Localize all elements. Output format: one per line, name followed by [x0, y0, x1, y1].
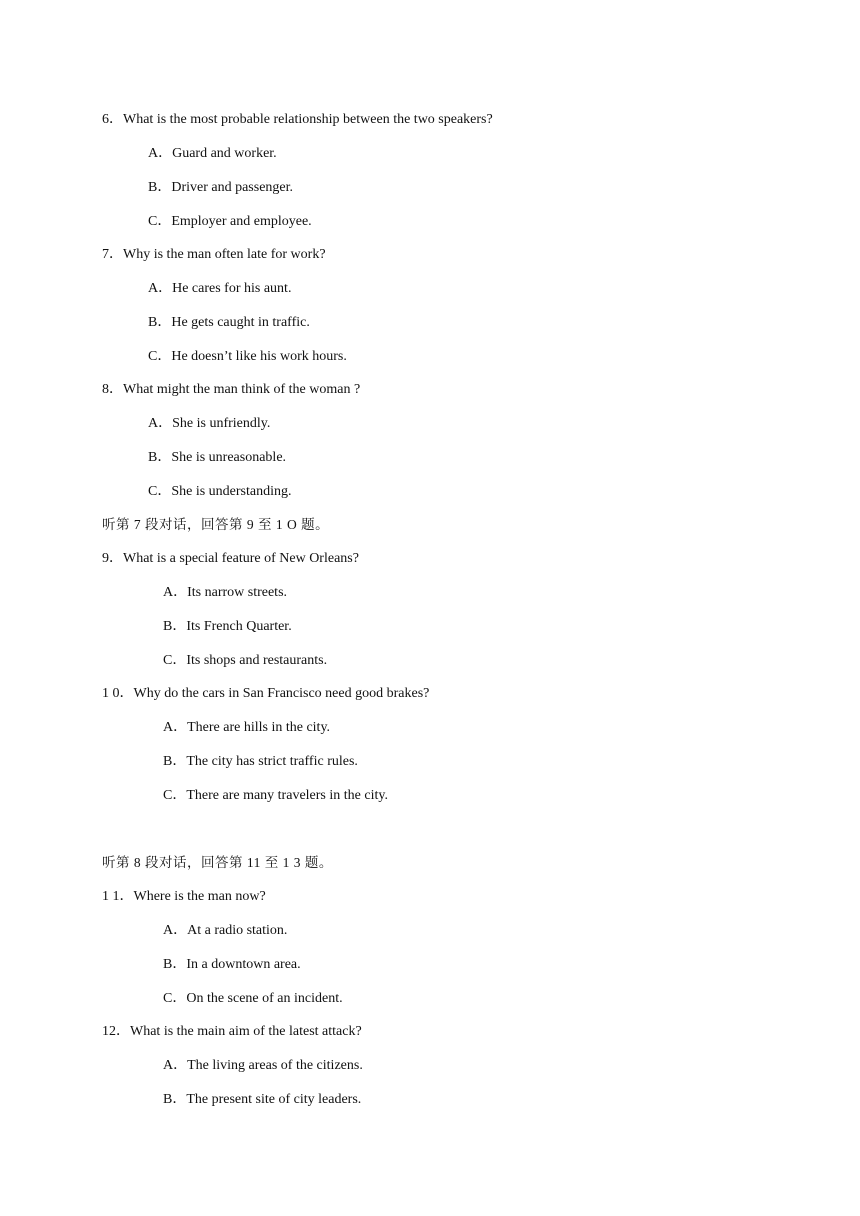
question-10-option-b: B．The city has strict traffic rules.: [163, 754, 358, 769]
question-9-option-a: A．Its narrow streets.: [163, 585, 288, 600]
question-10-option-c: C．There are many travelers in the city.: [163, 788, 388, 803]
question-9-option-c: C．Its shops and restaurants.: [163, 653, 328, 668]
question-6-option-c: C．Employer and employee.: [148, 214, 312, 229]
question-7-option-c: C．He doesn’t like his work hours.: [148, 349, 347, 364]
question-7-option-b: B．He gets caught in traffic.: [148, 315, 310, 330]
question-11-option-b: B．In a downtown area.: [163, 957, 301, 972]
question-12-option-b: B．The present site of city leaders.: [163, 1092, 362, 1107]
question-6: 6．What is the most probable relationship between the two speakers?: [102, 112, 493, 127]
question-11-option-c: C．On the scene of an incident.: [163, 991, 343, 1006]
section-8-heading: 听第 8 段对话，回答第 11 至 1 3 题。: [102, 855, 333, 870]
question-12-option-a: A．The living areas of the citizens.: [163, 1058, 363, 1073]
question-8-option-c: C．She is understanding.: [148, 484, 292, 499]
question-8: 8．What might the man think of the woman ?: [102, 382, 361, 397]
question-6-option-a: A．Guard and worker.: [148, 146, 277, 161]
section-7-heading: 听第 7 段对话，回答第 9 至 1 O 题。: [102, 517, 330, 532]
question-9: 9．What is a special feature of New Orleans?: [102, 551, 359, 566]
question-10: 1 0．Why do the cars in San Francisco need good brakes?: [102, 686, 430, 701]
question-8-option-b: B．She is unreasonable.: [148, 450, 287, 465]
question-7: 7．Why is the man often late for work?: [102, 247, 326, 262]
question-11-option-a: A．At a radio station.: [163, 923, 288, 938]
question-6-option-b: B．Driver and passenger.: [148, 180, 294, 195]
question-11: 1 1．Where is the man now?: [102, 889, 266, 904]
question-9-option-b: B．Its French Quarter.: [163, 619, 292, 634]
question-12: 12．What is the main aim of the latest attack?: [102, 1024, 362, 1039]
question-8-option-a: A．She is unfriendly.: [148, 416, 271, 431]
question-7-option-a: A．He cares for his aunt.: [148, 281, 292, 296]
question-10-option-a: A．There are hills in the city.: [163, 720, 331, 735]
